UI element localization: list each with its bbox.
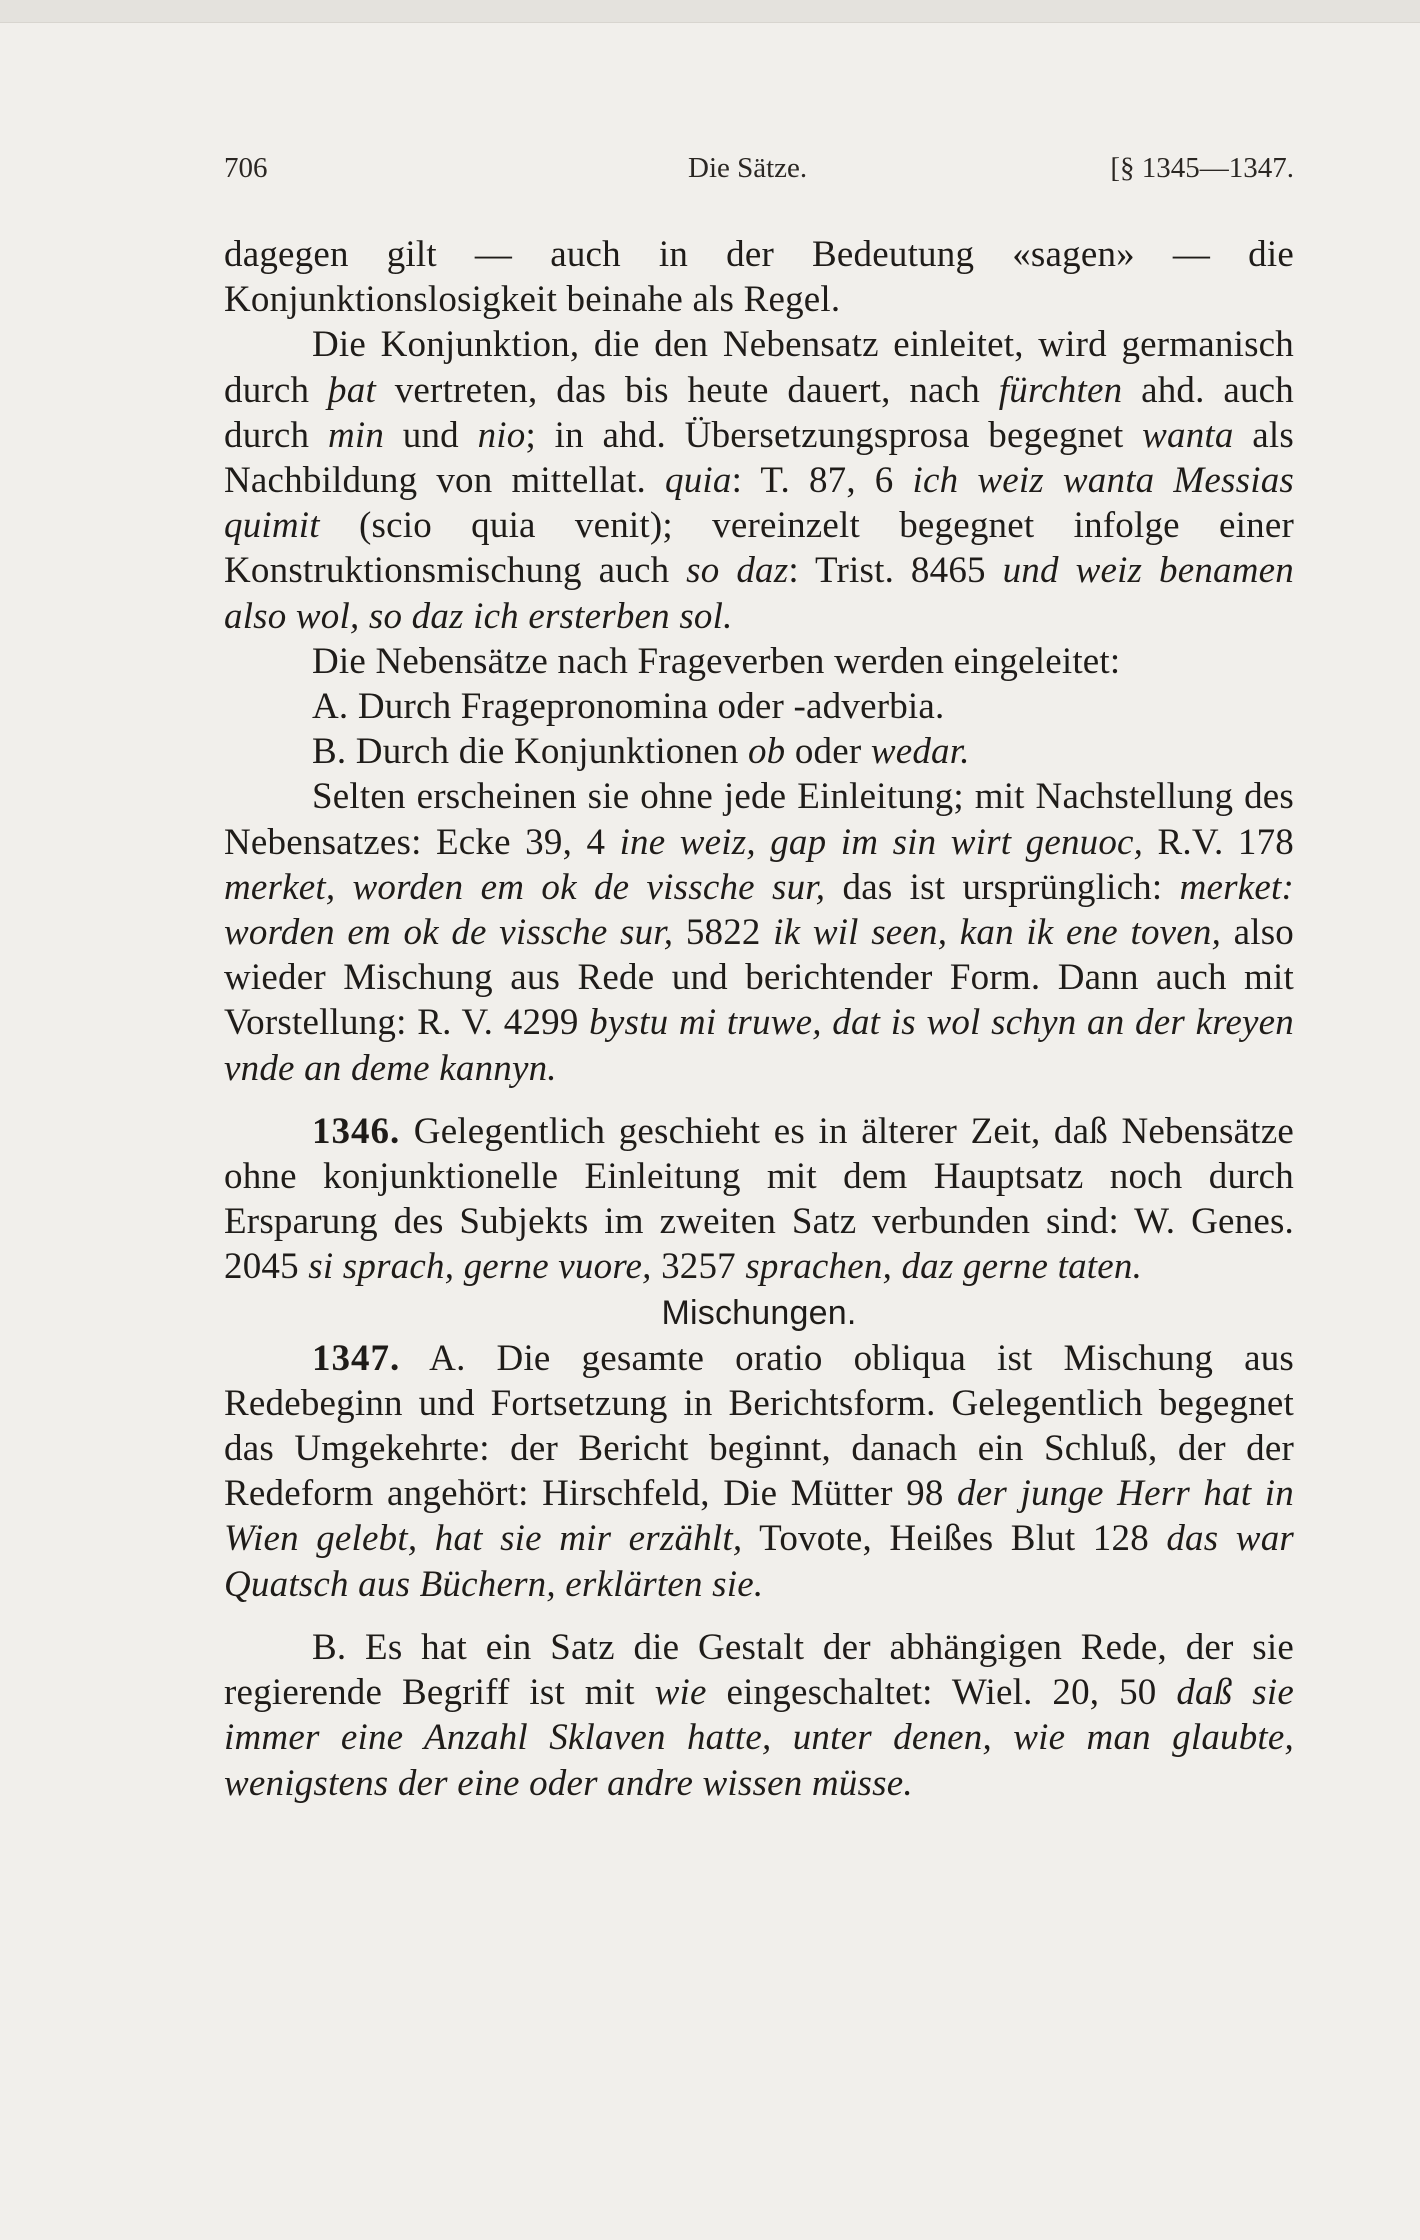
text-run: R.V. 178 bbox=[1143, 821, 1294, 863]
example-quote: ine weiz, gap im sin wirt genuoc, bbox=[619, 821, 1144, 863]
list-item-b bbox=[224, 729, 1294, 774]
text-run: 5822 bbox=[673, 912, 774, 954]
section-number: 1347. bbox=[312, 1337, 401, 1379]
text-run: ; in ahd. Übersetzungsprosa begegnet bbox=[525, 414, 1143, 456]
text-run: ahd. auch durch bbox=[224, 369, 1294, 456]
example-word: nio bbox=[477, 414, 526, 456]
example-quote: ik wil seen, kan ik ene toven, bbox=[773, 912, 1222, 954]
example-quote: der junge Herr hat in Wien gelebt, hat sie mir erzählt, bbox=[224, 1473, 1294, 1560]
text-run: A. Die gesamte oratio obliqua ist Mischung aus Redebeginn und Fortsetzung in Berichtsform. Gelegentlich begegnet das Umgekehrte: der Bericht beginnt, danach ein Schluß, der der Redeform angehört: Hirschfeld, Die Mütter 98 bbox=[224, 1337, 1294, 1515]
example-quote: bystu mi truwe, dat is wol schyn an der kreyen vnde an deme kannyn. bbox=[224, 1002, 1294, 1089]
paragraph-selten bbox=[224, 774, 1294, 1090]
text-run: (scio quia venit); vereinzelt begegnet infolge einer Konstruktionsmischung auch bbox=[224, 505, 1294, 592]
example-word: þat bbox=[328, 369, 376, 411]
running-header bbox=[224, 152, 1294, 192]
page-top-edge bbox=[0, 0, 1420, 23]
example-quote: merket, worden em ok de vissche sur, bbox=[224, 866, 826, 908]
text-run: das ist ursprünglich: bbox=[825, 866, 1180, 908]
running-title: Die Sätze. bbox=[688, 152, 808, 184]
paragraph-frageverben: Die Nebensätze nach Frageverben werden eingeleitet: bbox=[312, 640, 1121, 682]
paragraph-konjunktion bbox=[224, 322, 1294, 638]
example-word: min bbox=[327, 414, 385, 456]
example-word: wanta bbox=[1142, 414, 1234, 456]
example-word: quia bbox=[665, 460, 732, 502]
text-run: als Nachbildung von mittellat. bbox=[224, 414, 1295, 502]
page-number: 706 bbox=[224, 152, 268, 184]
main-text bbox=[224, 232, 1294, 1806]
section-1347 bbox=[224, 1336, 1294, 1607]
example-quote: sprachen, daz gerne taten. bbox=[745, 1246, 1143, 1288]
example-quote: ich weiz wanta Messias quimit bbox=[224, 460, 1295, 547]
text-run: Tovote, Heißes Blut 128 bbox=[742, 1518, 1167, 1560]
paragraph-continuation: dagegen gilt — auch in der Bedeutung «sagen» — die Konjunktionslosigkeit beinahe als Regel. bbox=[224, 234, 1294, 321]
example-word: so daz bbox=[686, 550, 789, 592]
example-quote: daß sie immer eine Anzahl Sklaven hatte, unter denen, wie man glaubte, wenigstens der eine oder andre wissen müsse. bbox=[224, 1672, 1294, 1804]
paragraph-b bbox=[224, 1625, 1294, 1806]
example-quote: merket: worden em ok de vissche sur, bbox=[224, 866, 1294, 954]
list-item-a: A. Durch Fragepronomina oder -adverbia. bbox=[312, 686, 945, 728]
text-run: eingeschaltet: Wiel. 20, 50 bbox=[706, 1672, 1177, 1714]
section-heading: Mischungen. bbox=[661, 1293, 857, 1332]
text-run: und bbox=[384, 414, 478, 456]
example-quote: si sprach, gerne vuore, bbox=[308, 1246, 652, 1288]
section-1346 bbox=[224, 1109, 1294, 1290]
example-word: fürchten bbox=[998, 369, 1123, 411]
text-run: Die Konjunktion, die den Nebensatz einleitet, wird germanisch durch bbox=[224, 324, 1294, 411]
text-run: B. Durch die Konjunktionen bbox=[312, 731, 748, 773]
text-run: Gelegentlich geschieht es in älterer Zeit, daß Nebensätze ohne konjunktionelle Einleitung mit dem Hauptsatz noch durch Ersparung des Subjekts im zweiten Satz verbunden sind: W. Genes. 2045 bbox=[224, 1110, 1294, 1288]
text-run: oder bbox=[785, 731, 871, 773]
text-run: B. Es hat ein Satz die Gestalt der abhängigen Rede, der sie regierende Begriff ist mit bbox=[224, 1626, 1294, 1714]
text-run: : Trist. 8465 bbox=[788, 550, 1003, 592]
text-run: vertreten, das bis heute dauert, nach bbox=[375, 369, 999, 411]
example-quote: und weiz benamen also wol, so daz ich ersterben sol. bbox=[224, 550, 1294, 637]
example-quote: das war Quatsch aus Büchern, erklärten sie. bbox=[224, 1518, 1294, 1605]
text-run: Selten erscheinen sie ohne jede Einleitung; mit Nachstellung des Nebensatzes: Ecke 39, 4 bbox=[224, 776, 1294, 863]
example-word: wedar. bbox=[870, 731, 970, 773]
section-range: [§ 1345—1347. bbox=[1110, 152, 1294, 184]
example-word: wie bbox=[654, 1672, 707, 1714]
text-run: 3257 bbox=[651, 1246, 746, 1288]
text-run: : T. 87, 6 bbox=[731, 460, 913, 502]
text-run: also wieder Mischung aus Rede und berichtender Form. Dann auch mit Vorstellung: R. V. 4299 bbox=[224, 912, 1294, 1044]
example-word: ob bbox=[747, 731, 786, 773]
section-number: 1346. bbox=[312, 1110, 401, 1152]
